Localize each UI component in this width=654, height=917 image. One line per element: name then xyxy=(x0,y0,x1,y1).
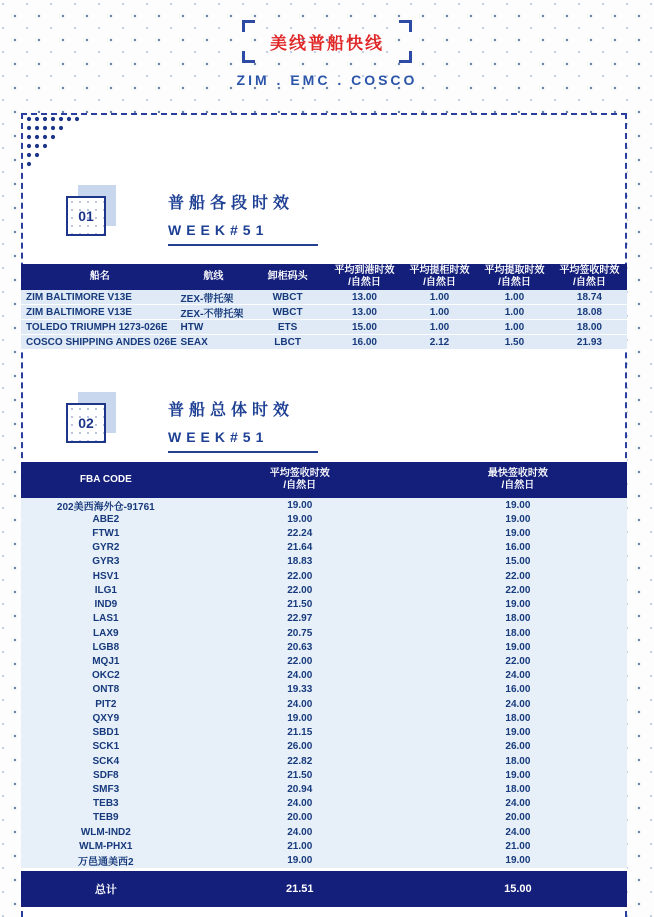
table-row xyxy=(21,512,627,526)
table-row xyxy=(21,583,627,597)
table-row xyxy=(21,320,627,335)
fba-code: OKC2 xyxy=(91,670,120,682)
avg-sign-days: 20.00 xyxy=(287,812,313,824)
avg-sign-days: 21.64 xyxy=(287,542,313,554)
avg-sign-days: 18.00 xyxy=(576,321,602,333)
section-number-badge xyxy=(66,392,124,448)
avg-container-pickup-days: 2.12 xyxy=(429,336,450,348)
route: ZEX-不带托架 xyxy=(180,308,244,320)
avg-sign-days: 22.00 xyxy=(287,570,313,582)
fastest-sign-days: 18.00 xyxy=(505,627,531,639)
avg-sign-days: 19.00 xyxy=(287,499,313,511)
fastest-sign-days: 18.00 xyxy=(505,712,531,724)
table-header-row xyxy=(21,462,627,498)
fastest-sign-days: 19.00 xyxy=(505,769,531,781)
column-header: 平均签收时效 /自然日 xyxy=(559,264,620,288)
avg-arrival-days: 15.00 xyxy=(351,321,377,333)
avg-container-pickup-days: 1.00 xyxy=(429,321,450,333)
overall-times-table xyxy=(21,462,627,907)
fba-code: HSV1 xyxy=(92,570,119,582)
carrier-list: ZIM . EMC . COSCO xyxy=(236,72,418,88)
fastest-sign-days: 19.00 xyxy=(505,855,531,867)
table-row xyxy=(21,598,627,612)
leg-times-table xyxy=(21,264,627,350)
terminal: LBCT xyxy=(274,336,301,348)
avg-sign-days: 24.00 xyxy=(287,826,313,838)
terminal: ETS xyxy=(277,321,298,333)
fba-code: SCK1 xyxy=(92,741,120,753)
table-row xyxy=(21,782,627,796)
column-header: 平均提柜时效 /自然日 xyxy=(409,264,470,288)
fastest-sign-days: 22.00 xyxy=(505,584,531,596)
table-row xyxy=(21,669,627,683)
route: HTW xyxy=(180,321,204,333)
section-number-badge xyxy=(66,185,124,241)
section-title: 普船总体时效 xyxy=(168,402,295,419)
table-row xyxy=(21,768,627,782)
fastest-sign-days: 15.00 xyxy=(505,556,531,568)
ship-name: ZIM BALTIMORE V13E xyxy=(26,291,132,303)
ship-name: COSCO SHIPPING ANDES 026E xyxy=(26,336,177,348)
fba-code: MQJ1 xyxy=(92,656,120,668)
avg-extract-days: 1.00 xyxy=(504,306,525,318)
fba-code: QXY9 xyxy=(92,712,120,724)
table-row xyxy=(21,839,627,853)
fastest-sign-days: 18.00 xyxy=(505,783,531,795)
ship-name: TOLEDO TRIUMPH 1273-026E xyxy=(26,321,168,333)
fba-code: WLM-PHX1 xyxy=(79,840,133,852)
fba-code: IND9 xyxy=(94,599,118,611)
column-header: 平均签收时效 /自然日 xyxy=(269,467,330,491)
avg-sign-days: 20.94 xyxy=(287,783,313,795)
fba-code: GYR2 xyxy=(92,542,120,554)
fastest-sign-days: 16.00 xyxy=(505,542,531,554)
total-row xyxy=(21,871,627,907)
fba-code: ONT8 xyxy=(92,684,120,696)
table-row xyxy=(21,726,627,740)
avg-extract-days: 1.00 xyxy=(504,321,525,333)
fba-code: SMF3 xyxy=(92,783,120,795)
fastest-sign-days: 24.00 xyxy=(505,798,531,810)
table-row xyxy=(21,569,627,583)
avg-sign-days: 22.00 xyxy=(287,584,313,596)
avg-sign-days: 21.50 xyxy=(287,769,313,781)
column-header: 卸柜码头 xyxy=(267,270,308,282)
fba-code: TEB3 xyxy=(93,798,119,810)
fastest-sign-days: 18.00 xyxy=(505,755,531,767)
avg-sign-days: 22.00 xyxy=(287,656,313,668)
table-header-row xyxy=(21,264,627,290)
avg-arrival-days: 13.00 xyxy=(351,306,377,318)
section-overall-times xyxy=(66,392,486,470)
bracket-corner-icon xyxy=(399,51,412,63)
column-header: 船名 xyxy=(89,270,110,282)
fastest-sign-days: 19.00 xyxy=(505,641,531,653)
table-row xyxy=(21,811,627,825)
avg-extract-days: 1.50 xyxy=(504,336,525,348)
route: ZEX-带托架 xyxy=(180,293,234,305)
fastest-sign-days: 19.00 xyxy=(505,599,531,611)
table-row xyxy=(21,697,627,711)
column-header: 最快签收时效 /自然日 xyxy=(487,467,548,491)
total-label: 总计 xyxy=(94,883,117,896)
table-row xyxy=(21,853,627,867)
table-row xyxy=(21,711,627,725)
table-row xyxy=(21,740,627,754)
table-row xyxy=(21,754,627,768)
table-row xyxy=(21,654,627,668)
bracket-corner-icon xyxy=(242,51,255,63)
page-title: 美线普船快线 xyxy=(270,34,384,53)
fastest-sign-days: 19.00 xyxy=(505,727,531,739)
avg-sign-days: 19.00 xyxy=(287,855,313,867)
table-row xyxy=(21,640,627,654)
section-week-label: WEEK#51 xyxy=(168,429,318,453)
fastest-sign-days: 18.00 xyxy=(505,613,531,625)
total-avg-sign-days: 21.51 xyxy=(285,882,314,895)
fba-code: ABE2 xyxy=(92,513,120,525)
avg-sign-days: 19.00 xyxy=(287,513,313,525)
avg-sign-days: 22.82 xyxy=(287,755,313,767)
column-header: 平均到港时效 /自然日 xyxy=(334,264,395,288)
terminal: WBCT xyxy=(272,291,303,303)
table-row xyxy=(21,797,627,811)
fastest-sign-days: 21.00 xyxy=(505,840,531,852)
avg-sign-days: 20.63 xyxy=(287,641,313,653)
fastest-sign-days: 22.00 xyxy=(505,656,531,668)
avg-sign-days: 22.24 xyxy=(287,528,313,540)
fba-code: LGB8 xyxy=(92,641,120,653)
avg-sign-days: 18.83 xyxy=(287,556,313,568)
fba-code: SBD1 xyxy=(92,727,120,739)
table-row xyxy=(21,825,627,839)
fastest-sign-days: 24.00 xyxy=(505,826,531,838)
avg-sign-days: 19.33 xyxy=(287,684,313,696)
fba-code: TEB9 xyxy=(93,812,119,824)
avg-extract-days: 1.00 xyxy=(504,291,525,303)
bracket-corner-icon xyxy=(399,20,412,32)
fba-code: GYR3 xyxy=(92,556,120,568)
avg-container-pickup-days: 1.00 xyxy=(429,306,450,318)
column-header: 航线 xyxy=(203,270,224,282)
avg-sign-days: 24.00 xyxy=(287,798,313,810)
page-header xyxy=(0,20,654,88)
avg-sign-days: 22.97 xyxy=(287,613,313,625)
fba-code: PIT2 xyxy=(95,698,117,710)
fba-code: WLM-IND2 xyxy=(80,826,131,838)
fastest-sign-days: 19.00 xyxy=(505,528,531,540)
table-row xyxy=(21,498,627,512)
terminal: WBCT xyxy=(272,306,303,318)
column-header: 平均提取时效 /自然日 xyxy=(484,264,545,288)
avg-arrival-days: 16.00 xyxy=(351,336,377,348)
fba-code: SDF8 xyxy=(93,769,119,781)
fba-code: FTW1 xyxy=(92,528,120,540)
section-week-label: WEEK#51 xyxy=(168,222,318,246)
table-row xyxy=(21,335,627,350)
fastest-sign-days: 19.00 xyxy=(505,499,531,511)
avg-sign-days: 20.75 xyxy=(287,627,313,639)
table-row xyxy=(21,626,627,640)
table-row xyxy=(21,541,627,555)
table-row xyxy=(21,526,627,540)
table-row xyxy=(21,290,627,305)
table-row xyxy=(21,555,627,569)
badge-number: 01 xyxy=(66,196,106,236)
fastest-sign-days: 22.00 xyxy=(505,570,531,582)
corner-dots-decoration xyxy=(24,114,88,174)
avg-arrival-days: 13.00 xyxy=(351,291,377,303)
avg-sign-days: 21.93 xyxy=(576,336,602,348)
avg-sign-days: 19.00 xyxy=(287,712,313,724)
table-row xyxy=(21,612,627,626)
fastest-sign-days: 24.00 xyxy=(505,670,531,682)
fba-code: 202美西海外仓-91761 xyxy=(56,501,155,513)
avg-sign-days: 21.15 xyxy=(287,727,313,739)
bracket-corner-icon xyxy=(242,20,255,32)
fba-code: ILG1 xyxy=(94,584,117,596)
ship-name: ZIM BALTIMORE V13E xyxy=(26,306,132,318)
fastest-sign-days: 20.00 xyxy=(505,812,531,824)
fastest-sign-days: 24.00 xyxy=(505,698,531,710)
table-row xyxy=(21,305,627,320)
avg-sign-days: 21.50 xyxy=(287,599,313,611)
avg-sign-days: 18.74 xyxy=(576,291,602,303)
table-row xyxy=(21,683,627,697)
fastest-sign-days: 26.00 xyxy=(505,741,531,753)
fba-code: SCK4 xyxy=(92,755,120,767)
section-title: 普船各段时效 xyxy=(168,195,295,212)
avg-sign-days: 21.00 xyxy=(287,840,313,852)
total-fastest-sign-days: 15.00 xyxy=(504,882,532,895)
fastest-sign-days: 16.00 xyxy=(505,684,531,696)
fba-code: 万邑通美西2 xyxy=(78,857,134,869)
route: SEAX xyxy=(180,336,208,348)
avg-sign-days: 18.08 xyxy=(576,306,602,318)
title-bracket-box xyxy=(242,20,412,63)
avg-sign-days: 24.00 xyxy=(287,698,313,710)
column-header: FBA CODE xyxy=(79,473,132,485)
avg-container-pickup-days: 1.00 xyxy=(429,291,450,303)
badge-number: 02 xyxy=(66,403,106,443)
avg-sign-days: 24.00 xyxy=(287,670,313,682)
avg-sign-days: 26.00 xyxy=(287,741,313,753)
fba-code: LAX9 xyxy=(93,627,119,639)
section-leg-times xyxy=(66,185,486,263)
fba-code: LAS1 xyxy=(93,613,119,625)
fastest-sign-days: 19.00 xyxy=(505,513,531,525)
